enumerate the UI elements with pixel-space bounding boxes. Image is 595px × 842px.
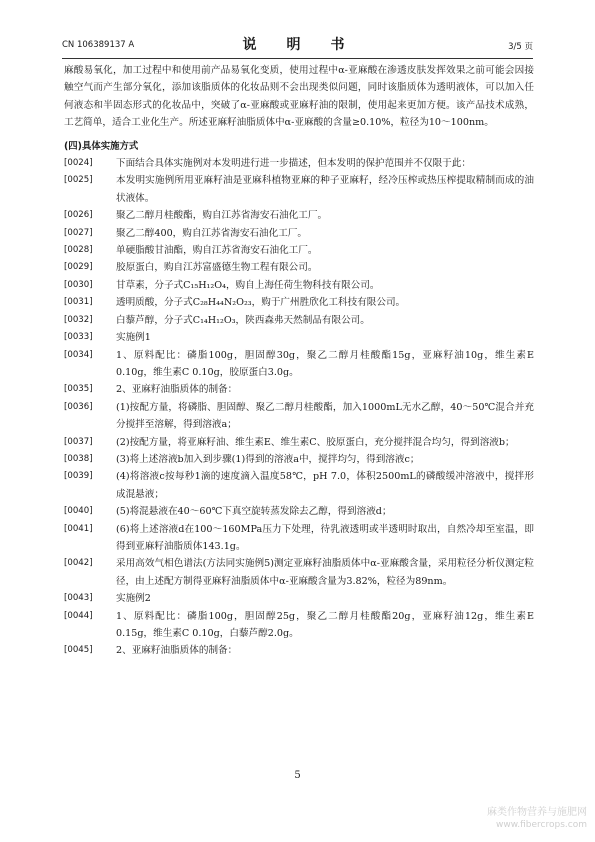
paragraph-number: [0045] [64, 645, 93, 656]
paragraph-number: [0028] [64, 245, 93, 256]
numbered-paragraph [64, 312, 534, 329]
paragraph-text: 聚乙二醇月桂酸酯，购自江苏省海安石油化工厂。 [116, 210, 328, 222]
paragraph-text: 本发明实施例所用亚麻籽油是亚麻科植物亚麻的种子亚麻籽，经冷压榨或热压榨提取精制而成的油状液体。 [116, 175, 534, 204]
watermark [487, 807, 587, 831]
watermark-url: www.fibercrops.com [496, 820, 587, 830]
paragraph-number: [0037] [64, 436, 93, 447]
paragraph-text: (1)按配方量，将磷脂、胆固醇、聚乙二醇月桂酸酯，加入1000mL无水乙醇，40～50℃混合并充分搅拌至溶解，得到溶液a； [116, 401, 534, 431]
numbered-paragraph [64, 155, 534, 172]
paragraph-text: 透明质酸，分子式C₂₈H₄₄N₂O₂₃，购于广州胜欣化工科技有限公司。 [116, 297, 406, 309]
numbered-paragraph [64, 225, 534, 242]
numbered-paragraph [64, 434, 534, 451]
paragraph-text: 胶原蛋白，购自江苏富盛德生物工程有限公司。 [116, 262, 318, 274]
numbered-paragraph [64, 242, 534, 259]
continuation-paragraph: 麻酸易氧化，加工过程中和使用前产品易氧化变质，使用过程中α-亚麻酸在渗透皮肤发挥效果之前可能会因接触空气而产生部分氧化，添加该脂质体的化妆品则不会出现类似问题，同时该脂质体为透明液体，可以加入任何液态和半固态形式的化妆品中，突破了α-亚麻酸或亚麻籽油的限制，使用起来更加方便。该产品技术成熟，工艺简单，适合工业化生产。所述亚麻籽油脂质体中α-亚麻酸的含量≥0.10%，粒径为10～100nm。 [64, 65, 534, 129]
paragraph-text: (5)将混悬液在40～60℃下真空旋转蒸发除去乙醇，得到溶液d； [116, 506, 392, 518]
paragraph-number: [0033] [64, 332, 93, 343]
paragraph-text: 实施例2 [116, 593, 151, 605]
paragraph-number: [0041] [64, 523, 93, 534]
paragraph-number: [0031] [64, 297, 93, 308]
page-indicator: 3/5 页 [508, 42, 533, 52]
numbered-paragraph [64, 590, 534, 607]
paragraph-number: [0029] [64, 262, 93, 273]
page-number: 5 [294, 770, 301, 781]
paragraph-number: [0042] [64, 558, 93, 569]
paragraph-text: 白藜芦醇，分子式C₁₄H₁₂O₃，陕西森弗天然制品有限公司。 [116, 314, 370, 326]
numbered-paragraph [64, 294, 534, 311]
document-title: 说 明 书 [242, 37, 353, 53]
paragraph-number: [0043] [64, 593, 93, 604]
paragraph-list [64, 155, 534, 660]
paragraph-text: 2、亚麻籽油脂质体的制备： [116, 384, 238, 396]
numbered-paragraph [64, 642, 534, 659]
page-header [62, 34, 533, 56]
numbered-paragraph [64, 347, 534, 382]
watermark-site-name: 麻类作物营养与施肥网 [487, 807, 587, 818]
paragraph-number: [0024] [64, 158, 93, 169]
numbered-paragraph [64, 381, 534, 398]
paragraph-number: [0030] [64, 279, 93, 290]
paragraph-number: [0040] [64, 506, 93, 517]
paragraph-text: (6)将上述溶液d在100～160MPa压力下处理，待乳液透明或半透明时取出，自然冷却至室温，即得到亚麻籽油脂质体143.1g。 [116, 523, 534, 552]
paragraph-text: 采用高效气相色谱法(方法同实施例5)测定亚麻籽油脂质体中α-亚麻酸含量，采用粒径分析仪测定粒径，由上述配方制得亚麻籽油脂质体中α-亚麻酸含量为3.82%，粒径为89nm。 [116, 558, 534, 587]
paragraph-number: [0044] [64, 610, 93, 621]
numbered-paragraph [64, 451, 534, 468]
paragraph-number: [0038] [64, 453, 93, 464]
paragraph-number: [0035] [64, 384, 93, 395]
paragraph-number: [0025] [64, 175, 93, 186]
numbered-paragraph [64, 399, 534, 434]
header-divider [62, 58, 533, 59]
numbered-paragraph [64, 468, 534, 503]
numbered-paragraph [64, 277, 534, 294]
paragraph-number: [0026] [64, 210, 93, 221]
paragraph-text: (4)将溶液c按每秒1滴的速度滴入温度58℃，pH 7.0，体积2500mL的磷酸缓冲溶液中，搅拌形成混悬液； [116, 471, 534, 500]
paragraph-text: 1、原料配比：磷脂100g，胆固醇30g，聚乙二醇月桂酸酯15g，亚麻籽油10g，维生素E 0.10g，维生素C 0.10g，胶原蛋白3.0g。 [116, 349, 534, 378]
numbered-paragraph [64, 329, 534, 346]
paragraph-number: [0034] [64, 349, 93, 360]
paragraph-number: [0039] [64, 471, 93, 482]
document-body [64, 62, 534, 660]
patent-number: CN 106389137 A [62, 40, 135, 50]
paragraph-text: 单硬脂酸甘油酯，购自江苏省海安石油化工厂。 [116, 245, 318, 257]
numbered-paragraph [64, 207, 534, 224]
paragraph-text: 1、原料配比：磷脂100g，胆固醇25g，聚乙二醇月桂酸酯20g，亚麻籽油12g，维生素E 0.15g，维生素C 0.10g，白藜芦醇2.0g。 [116, 610, 534, 639]
paragraph-text: 实施例1 [116, 332, 151, 344]
paragraph-number: [0027] [64, 227, 93, 238]
paragraph-text: 下面结合具体实施例对本发明进行进一步描述，但本发明的保护范围并不仅限于此： [116, 158, 471, 170]
numbered-paragraph [64, 608, 534, 643]
paragraph-text: (3)将上述溶液b加入到步骤(1)得到的溶液a中，搅拌均匀，得到溶液c； [116, 453, 420, 465]
paragraph-text: 甘草素，分子式C₁₅H₁₂O₄，购自上海任荷生物科技有限公司。 [116, 279, 380, 291]
paragraph-text: 聚乙二醇400，购自江苏省海安石油化工厂。 [116, 227, 307, 239]
paragraph-text: (2)按配方量，将亚麻籽油、维生素E、维生素C、胶原蛋白，充分搅拌混合均匀，得到溶液b； [116, 436, 515, 448]
numbered-paragraph [64, 521, 534, 556]
numbered-paragraph [64, 555, 534, 590]
paragraph-text: 2、亚麻籽油脂质体的制备： [116, 645, 238, 657]
numbered-paragraph [64, 172, 534, 207]
section-heading: (四)具体实施方式 [64, 140, 139, 152]
paragraph-number: [0032] [64, 314, 93, 325]
numbered-paragraph [64, 503, 534, 520]
paragraph-number: [0036] [64, 401, 93, 412]
numbered-paragraph [64, 259, 534, 276]
